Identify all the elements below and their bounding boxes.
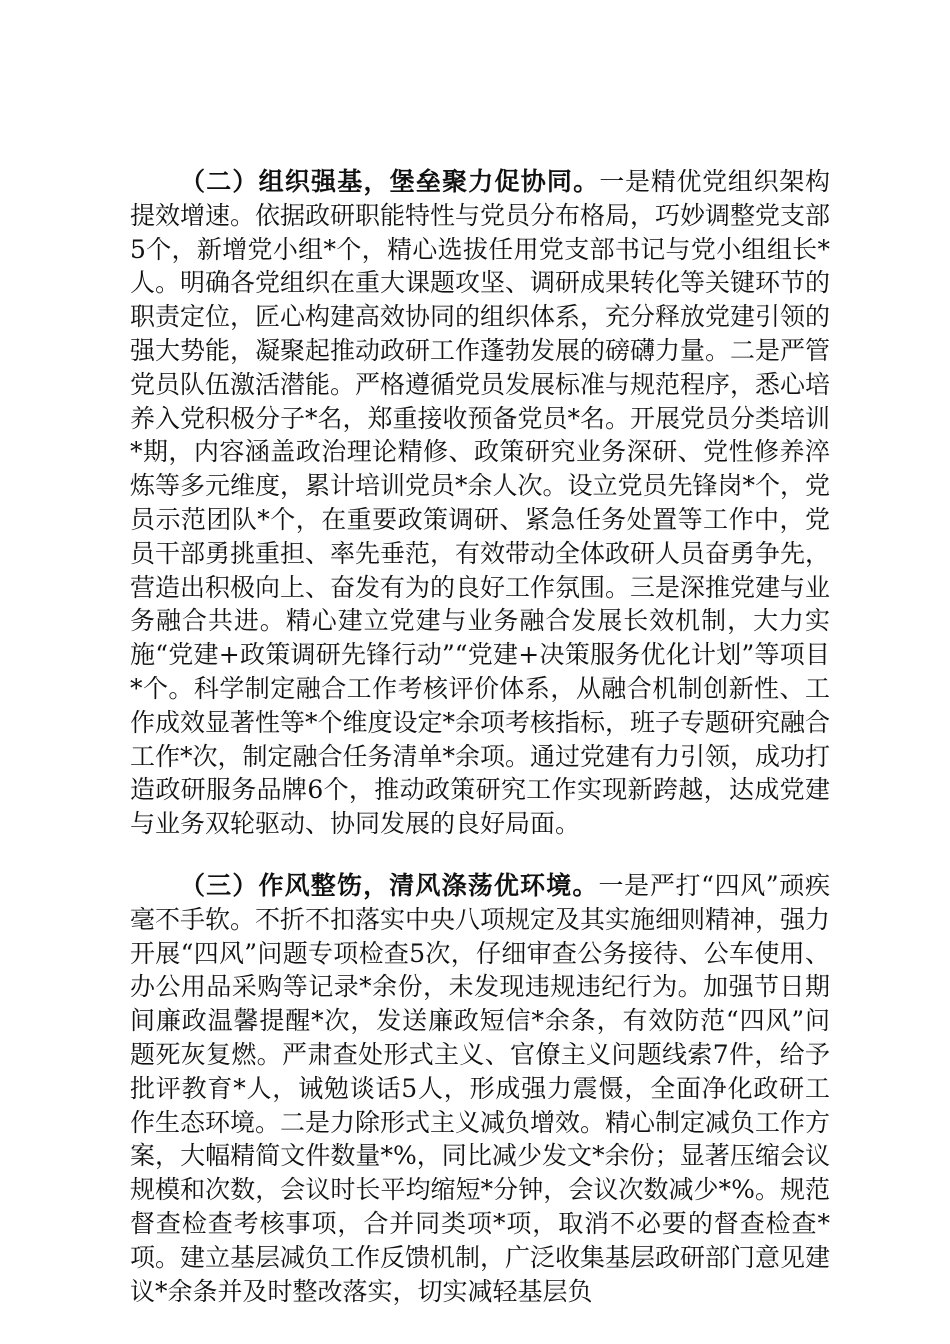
section-body-organization: 一是精优党组织架构提效增速。依据政研职能特性与党员分布格局，巧妙调整党支部5个，新增党小组*个，精心选拔任用党支部书记与党小组组长*人。明确各党组织在重大课题攻坚、调研成果转化等关键环节的职责定位，匠心构建高效协同的组织体系，充分释放党建引领的强大势能，凝聚起推动政研工作蓬勃发展的磅礴力量。二是严管党员队伍激活潜能。严格遵循党员发展标准与规范程序，悉心培养入党积极分子*名，郑重接收预备党员*名。开展党员分类培训*期，内容涵盖政治理论精修、政策研究业务深研、党性修养淬炼等多元维度，累计培训党员*余人次。设立党员先锋岗*个，党员示范团队*个，在重要政策调研、紧急任务处置等工作中，党员干部勇挑重担、率先垂范，有效带动全体政研人员奋勇争先，营造出积极向上、奋发有为的良好工作氛围。三是深推党建与业务融合共进。精心建立党建与业务融合发展长效机制，大力实施“党建+政策调研先锋行动”“党建+决策服务优化计划”等项目*个。科学制定融合工作考核评价体系，从融合机制创新性、工作成效显著性等*个维度设定*余项考核指标，班子专题研究融合工作*次，制定融合任务清单*余项。通过党建有力引领，成功打造政研服务品牌6个，推动政策研究工作实现新跨越，达成党建与业务双轮驱动、协同发展的良好局面。 [130, 167, 831, 839]
paragraph-work-style [130, 869, 830, 1308]
section-heading-work-style: （三）作风整饬，清风涤荡优环境。 [180, 870, 599, 900]
paragraph-organization [130, 165, 830, 841]
document-body [130, 165, 830, 1308]
section-heading-organization: （二）组织强基，堡垒聚力促协同。 [180, 167, 600, 196]
section-body-work-style: 一是严打“四风”顽疾毫不手软。不折不扣落实中央八项规定及其实施细则精神，强力开展“四风”问题专项检查5次，仔细审查公务接待、公车使用、办公用品采购等记录*余份，未发现违规违纪行为。加强节日期间廉政温馨提醒*次，发送廉政短信*余条，有效防范“四风”问题死灰复燃。严肃查处形式主义、官僚主义问题线索7件，给予批评教育*人，诫勉谈话5人，形成强力震慑，全面净化政研工作生态环境。二是力除形式主义减负增效。精心制定减负工作方案，大幅精简文件数量*%，同比减少发文*余份；显著压缩会议规模和次数，会议时长平均缩短*分钟，会议次数减少*%。规范督查检查考核事项，合并同类项*项，取消不必要的督查检查*项。建立基层减负工作反馈机制，广泛收集基层政研部门意见建议*余条并及时整改落实，切实减轻基层负 [130, 870, 831, 1306]
